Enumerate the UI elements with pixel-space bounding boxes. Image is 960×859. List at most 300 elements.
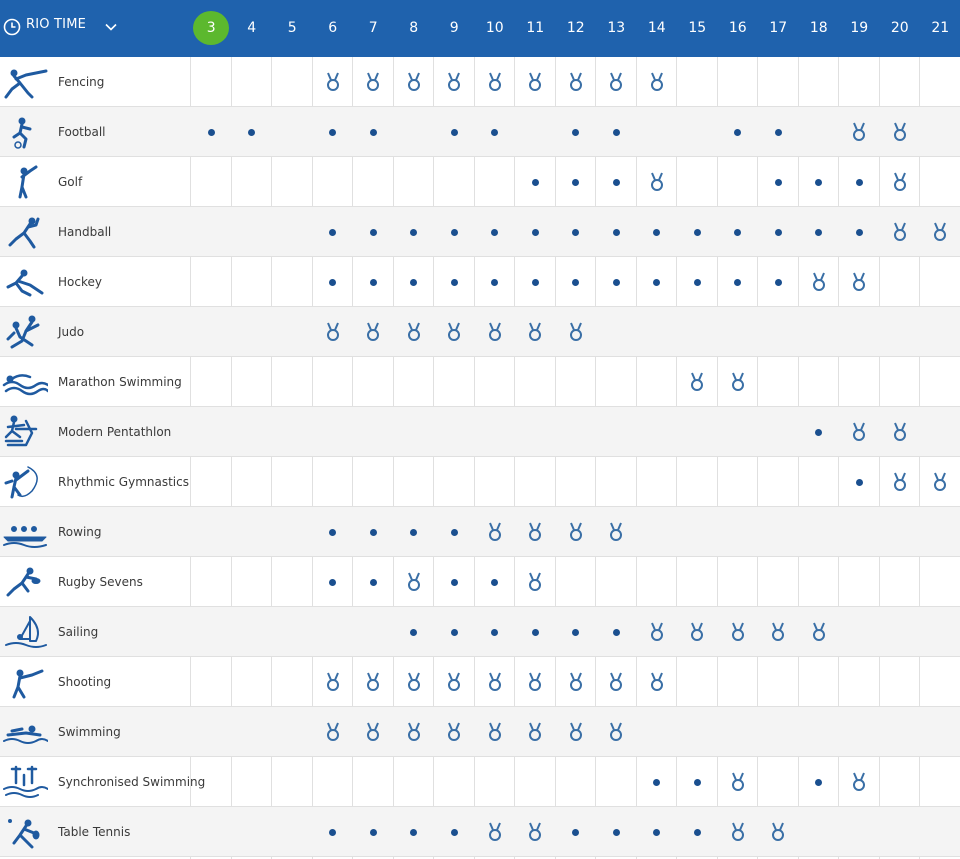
medal-day-cell[interactable] [394, 307, 434, 357]
sport-label-marathon-swimming[interactable] [0, 357, 190, 407]
event-day-cell[interactable] [353, 807, 393, 857]
event-day-cell[interactable] [758, 157, 798, 207]
event-day-cell[interactable] [799, 157, 839, 207]
medal-icon [446, 722, 462, 742]
sport-label-handball[interactable] [0, 207, 190, 257]
medal-day-cell[interactable] [920, 207, 960, 257]
event-day-cell[interactable] [353, 257, 393, 307]
medal-icon [487, 522, 503, 542]
day-10[interactable]: 10 [485, 20, 504, 36]
rugby-sevens-icon [2, 565, 48, 599]
sport-label-rowing[interactable] [0, 507, 190, 557]
day-13[interactable]: 13 [607, 20, 626, 36]
event-day-cell[interactable] [718, 107, 758, 157]
event-day-cell[interactable] [637, 207, 677, 257]
sport-label-football[interactable] [0, 107, 190, 157]
event-day-cell[interactable] [515, 157, 555, 207]
event-dot-icon [410, 529, 417, 536]
medal-day-cell[interactable] [839, 257, 879, 307]
event-dot-icon [451, 129, 458, 136]
event-day-cell[interactable] [353, 507, 393, 557]
medal-day-cell[interactable] [758, 807, 798, 857]
medal-icon [730, 622, 746, 642]
medal-day-cell[interactable] [515, 707, 555, 757]
medal-day-cell[interactable] [394, 707, 434, 757]
event-day-cell[interactable] [677, 807, 717, 857]
medal-day-cell[interactable] [839, 407, 879, 457]
day-5[interactable]: 5 [287, 20, 297, 36]
sport-name: Judo [58, 325, 85, 339]
sport-label-synchronised-swimming[interactable] [0, 757, 206, 807]
event-dot-icon [775, 229, 782, 236]
event-day-cell[interactable] [515, 257, 555, 307]
sport-row [0, 57, 960, 107]
sport-row [0, 457, 960, 507]
sport-row [0, 157, 960, 207]
medal-day-cell[interactable] [515, 57, 555, 107]
event-dot-icon [613, 229, 620, 236]
medal-icon [608, 672, 624, 692]
event-dot-icon [572, 279, 579, 286]
event-day-cell[interactable] [799, 757, 839, 807]
medal-icon [527, 672, 543, 692]
event-day-cell[interactable] [313, 507, 353, 557]
event-dot-icon [572, 629, 579, 636]
medal-day-cell[interactable] [313, 57, 353, 107]
event-dot-icon [329, 229, 336, 236]
medal-day-cell[interactable] [434, 707, 474, 757]
event-dot-icon [451, 279, 458, 286]
medal-day-cell[interactable] [718, 607, 758, 657]
medal-day-cell[interactable] [596, 507, 636, 557]
medal-icon [932, 222, 948, 242]
event-day-cell[interactable] [596, 157, 636, 207]
day-19[interactable]: 19 [850, 20, 869, 36]
event-dot-icon [815, 179, 822, 186]
sport-label-shooting[interactable] [0, 657, 190, 707]
medal-day-cell[interactable] [394, 57, 434, 107]
event-day-cell[interactable] [799, 407, 839, 457]
medal-day-cell[interactable] [434, 57, 474, 107]
event-dot-icon [451, 529, 458, 536]
event-dot-icon [572, 129, 579, 136]
medal-icon [487, 722, 503, 742]
event-day-cell[interactable] [475, 207, 515, 257]
sport-label-table-tennis[interactable] [0, 807, 190, 857]
event-day-cell[interactable] [718, 257, 758, 307]
medal-icon [608, 522, 624, 542]
event-day-cell[interactable] [799, 207, 839, 257]
event-day-cell[interactable] [596, 607, 636, 657]
medal-day-cell[interactable] [718, 357, 758, 407]
medal-day-cell[interactable] [475, 657, 515, 707]
medal-day-cell[interactable] [313, 707, 353, 757]
event-day-cell[interactable] [434, 507, 474, 557]
medal-day-cell[interactable] [637, 657, 677, 707]
sport-row [0, 507, 960, 557]
event-day-cell[interactable] [758, 257, 798, 307]
medal-day-cell[interactable] [556, 707, 596, 757]
medal-day-cell[interactable] [475, 707, 515, 757]
medal-day-cell[interactable] [515, 807, 555, 857]
event-day-cell[interactable] [313, 207, 353, 257]
event-dot-icon [613, 629, 620, 636]
event-dot-icon [775, 179, 782, 186]
medal-day-cell[interactable] [556, 657, 596, 707]
marathon-swimming-icon [2, 365, 48, 399]
medal-day-cell[interactable] [880, 107, 920, 157]
sport-label-judo[interactable] [0, 307, 190, 357]
event-dot-icon [694, 829, 701, 836]
medal-icon [446, 672, 462, 692]
day-18[interactable]: 18 [809, 20, 828, 36]
event-day-cell[interactable] [394, 257, 434, 307]
event-dot-icon [815, 229, 822, 236]
event-day-cell[interactable] [232, 107, 272, 157]
medal-day-cell[interactable] [880, 457, 920, 507]
medal-day-cell[interactable] [434, 657, 474, 707]
sport-label-fencing[interactable] [0, 57, 190, 107]
event-day-cell[interactable] [394, 807, 434, 857]
event-day-cell[interactable] [394, 507, 434, 557]
medal-day-cell[interactable] [394, 557, 434, 607]
medal-day-cell[interactable] [313, 657, 353, 707]
medal-icon [649, 172, 665, 192]
event-dot-icon [653, 229, 660, 236]
sport-name: Rhythmic Gymnastics [58, 475, 189, 489]
event-dot-icon [491, 129, 498, 136]
medal-day-cell[interactable] [556, 507, 596, 557]
medal-day-cell[interactable] [475, 307, 515, 357]
medal-icon [325, 72, 341, 92]
medal-day-cell[interactable] [799, 257, 839, 307]
sport-label-hockey[interactable] [0, 257, 190, 307]
event-day-cell[interactable] [596, 257, 636, 307]
sport-label-sailing[interactable] [0, 607, 190, 657]
event-dot-icon [613, 279, 620, 286]
medal-icon [406, 572, 422, 592]
event-day-cell[interactable] [434, 807, 474, 857]
medal-day-cell[interactable] [677, 607, 717, 657]
day-17[interactable]: 17 [769, 20, 788, 36]
synchronised-swimming-icon [2, 765, 48, 799]
event-day-cell[interactable] [637, 757, 677, 807]
event-day-cell[interactable] [556, 607, 596, 657]
sport-label-rugby-sevens[interactable] [0, 557, 190, 607]
medal-day-cell[interactable] [637, 57, 677, 107]
event-dot-icon [694, 229, 701, 236]
medal-day-cell[interactable] [475, 807, 515, 857]
event-dot-icon [410, 229, 417, 236]
event-day-cell[interactable] [394, 207, 434, 257]
sport-name: Rugby Sevens [58, 575, 143, 589]
event-dot-icon [370, 529, 377, 536]
event-day-cell[interactable] [434, 557, 474, 607]
event-dot-icon [653, 829, 660, 836]
medal-day-cell[interactable] [920, 457, 960, 507]
sport-name: Marathon Swimming [58, 375, 182, 389]
event-dot-icon [329, 579, 336, 586]
event-day-cell[interactable] [677, 757, 717, 807]
event-day-cell[interactable] [313, 107, 353, 157]
sport-name: Swimming [58, 725, 121, 739]
medal-day-cell[interactable] [394, 657, 434, 707]
medal-day-cell[interactable] [799, 607, 839, 657]
day-15[interactable]: 15 [688, 20, 707, 36]
medal-day-cell[interactable] [880, 157, 920, 207]
sport-name: Rowing [58, 525, 102, 539]
event-day-cell[interactable] [434, 607, 474, 657]
medal-day-cell[interactable] [637, 157, 677, 207]
medal-icon [406, 672, 422, 692]
event-day-cell[interactable] [434, 257, 474, 307]
medal-icon [325, 672, 341, 692]
sport-name: Football [58, 125, 106, 139]
medal-icon [851, 122, 867, 142]
event-day-cell[interactable] [637, 807, 677, 857]
event-dot-icon [451, 579, 458, 586]
event-dot-icon [572, 179, 579, 186]
event-day-cell[interactable] [353, 207, 393, 257]
medal-day-cell[interactable] [758, 607, 798, 657]
day-6[interactable]: 6 [328, 20, 338, 36]
day-12[interactable]: 12 [566, 20, 585, 36]
event-day-cell[interactable] [515, 607, 555, 657]
day-11[interactable]: 11 [526, 20, 545, 36]
event-dot-icon [370, 129, 377, 136]
event-day-cell[interactable] [434, 107, 474, 157]
medal-icon [811, 272, 827, 292]
medal-day-cell[interactable] [353, 57, 393, 107]
event-day-cell[interactable] [353, 107, 393, 157]
event-day-cell[interactable] [718, 207, 758, 257]
medal-icon [730, 372, 746, 392]
medal-day-cell[interactable] [839, 107, 879, 157]
sport-row [0, 807, 960, 857]
event-dot-icon [532, 179, 539, 186]
medal-icon [649, 72, 665, 92]
event-dot-icon [734, 279, 741, 286]
shooting-icon [2, 665, 48, 699]
event-dot-icon [329, 529, 336, 536]
sport-row [0, 707, 960, 757]
medal-icon [892, 472, 908, 492]
medal-day-cell[interactable] [515, 657, 555, 707]
medal-icon [527, 572, 543, 592]
medal-icon [325, 322, 341, 342]
medal-day-cell[interactable] [596, 707, 636, 757]
event-day-cell[interactable] [475, 557, 515, 607]
medal-icon [689, 372, 705, 392]
medal-icon [851, 422, 867, 442]
medal-day-cell[interactable] [353, 657, 393, 707]
event-day-cell[interactable] [677, 257, 717, 307]
event-day-cell[interactable] [475, 107, 515, 157]
event-dot-icon [532, 279, 539, 286]
event-day-cell[interactable] [394, 607, 434, 657]
sport-name: Shooting [58, 675, 112, 689]
table-tennis-icon [2, 815, 48, 849]
event-day-cell[interactable] [556, 257, 596, 307]
medal-icon [365, 722, 381, 742]
judo-icon [2, 315, 48, 349]
medal-icon [568, 322, 584, 342]
event-dot-icon [329, 829, 336, 836]
event-dot-icon [370, 279, 377, 286]
medal-icon [365, 322, 381, 342]
medal-day-cell[interactable] [839, 757, 879, 807]
day-3[interactable]: 3 [193, 11, 229, 45]
medal-day-cell[interactable] [434, 307, 474, 357]
medal-icon [851, 272, 867, 292]
medal-day-cell[interactable] [313, 307, 353, 357]
event-day-cell[interactable] [556, 157, 596, 207]
sport-row [0, 557, 960, 607]
medal-icon [608, 722, 624, 742]
event-day-cell[interactable] [313, 257, 353, 307]
medal-icon [730, 772, 746, 792]
event-dot-icon [370, 229, 377, 236]
event-day-cell[interactable] [434, 207, 474, 257]
event-day-cell[interactable] [313, 557, 353, 607]
medal-day-cell[interactable] [880, 207, 920, 257]
event-dot-icon [410, 829, 417, 836]
event-dot-icon [410, 279, 417, 286]
event-dot-icon [613, 129, 620, 136]
event-dot-icon [694, 779, 701, 786]
event-dot-icon [532, 229, 539, 236]
medal-icon [608, 72, 624, 92]
medal-icon [487, 322, 503, 342]
sport-row [0, 407, 960, 457]
day-20[interactable]: 20 [890, 20, 909, 36]
medal-day-cell[interactable] [596, 57, 636, 107]
medal-icon [730, 822, 746, 842]
medal-day-cell[interactable] [515, 307, 555, 357]
sport-label-rhythmic-gymnastics[interactable] [0, 457, 190, 507]
fencing-icon [2, 65, 48, 99]
medal-day-cell[interactable] [515, 557, 555, 607]
event-dot-icon [491, 579, 498, 586]
medal-day-cell[interactable] [515, 507, 555, 557]
event-dot-icon [815, 429, 822, 436]
event-day-cell[interactable] [596, 207, 636, 257]
medal-day-cell[interactable] [556, 57, 596, 107]
medal-icon [365, 672, 381, 692]
event-day-cell[interactable] [313, 807, 353, 857]
event-day-cell[interactable] [839, 157, 879, 207]
event-day-cell[interactable] [556, 807, 596, 857]
day-4[interactable]: 4 [247, 20, 257, 36]
event-day-cell[interactable] [596, 807, 636, 857]
medal-icon [527, 72, 543, 92]
day-16[interactable]: 16 [728, 20, 747, 36]
event-day-cell[interactable] [515, 207, 555, 257]
medal-day-cell[interactable] [880, 407, 920, 457]
event-dot-icon [653, 779, 660, 786]
event-dot-icon [613, 829, 620, 836]
event-day-cell[interactable] [839, 207, 879, 257]
medal-icon [406, 722, 422, 742]
medal-icon [892, 172, 908, 192]
event-day-cell[interactable] [191, 107, 231, 157]
medal-icon [568, 522, 584, 542]
event-dot-icon [856, 179, 863, 186]
medal-icon [406, 72, 422, 92]
event-day-cell[interactable] [758, 207, 798, 257]
medal-icon [487, 72, 503, 92]
rio-time-dropdown[interactable] [0, 0, 121, 57]
event-dot-icon [208, 129, 215, 136]
event-day-cell[interactable] [637, 257, 677, 307]
rhythmic-gymnastics-icon [2, 465, 48, 499]
schedule-header [0, 0, 960, 57]
event-dot-icon [451, 629, 458, 636]
event-day-cell[interactable] [475, 607, 515, 657]
event-day-cell[interactable] [758, 107, 798, 157]
event-dot-icon [775, 129, 782, 136]
event-dot-icon [532, 629, 539, 636]
medal-icon [365, 72, 381, 92]
event-day-cell[interactable] [839, 457, 879, 507]
event-dot-icon [451, 229, 458, 236]
event-day-cell[interactable] [596, 107, 636, 157]
day-8[interactable]: 8 [409, 20, 419, 36]
medal-day-cell[interactable] [556, 307, 596, 357]
medal-day-cell[interactable] [637, 607, 677, 657]
medal-day-cell[interactable] [677, 357, 717, 407]
golf-icon [2, 165, 48, 199]
medal-icon [446, 72, 462, 92]
medal-day-cell[interactable] [718, 807, 758, 857]
clock-icon [3, 18, 21, 36]
event-dot-icon [370, 579, 377, 586]
sport-label-modern-pentathlon[interactable] [0, 407, 190, 457]
event-dot-icon [370, 829, 377, 836]
event-dot-icon [653, 279, 660, 286]
chevron-down-icon [104, 20, 118, 34]
event-dot-icon [410, 629, 417, 636]
event-day-cell[interactable] [353, 557, 393, 607]
medal-icon [325, 722, 341, 742]
medal-day-cell[interactable] [718, 757, 758, 807]
day-9[interactable]: 9 [449, 20, 459, 36]
sport-row [0, 657, 960, 707]
event-day-cell[interactable] [556, 107, 596, 157]
sport-row [0, 107, 960, 157]
medal-day-cell[interactable] [475, 507, 515, 557]
medal-day-cell[interactable] [353, 307, 393, 357]
medal-icon [527, 722, 543, 742]
sport-name: Handball [58, 225, 112, 239]
medal-day-cell[interactable] [475, 57, 515, 107]
sport-label-swimming[interactable] [0, 707, 190, 757]
swimming-icon [2, 715, 48, 749]
event-day-cell[interactable] [556, 207, 596, 257]
medal-icon [892, 222, 908, 242]
medal-day-cell[interactable] [353, 707, 393, 757]
day-7[interactable]: 7 [368, 20, 378, 36]
event-day-cell[interactable] [475, 257, 515, 307]
day-21[interactable]: 21 [931, 20, 950, 36]
sport-name: Table Tennis [58, 825, 131, 839]
medal-icon [892, 422, 908, 442]
sport-label-golf[interactable] [0, 157, 190, 207]
medal-day-cell[interactable] [596, 657, 636, 707]
event-day-cell[interactable] [677, 207, 717, 257]
event-dot-icon [734, 129, 741, 136]
day-14[interactable]: 14 [647, 20, 666, 36]
